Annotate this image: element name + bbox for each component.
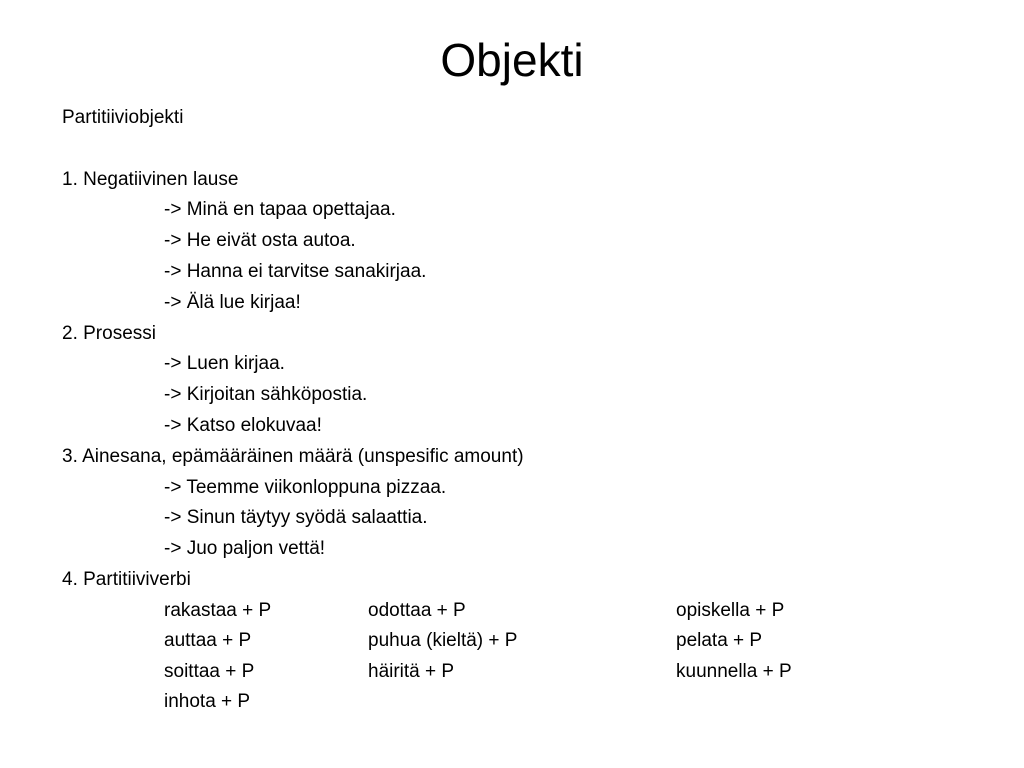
verb-cell: inhota + P bbox=[164, 691, 251, 713]
verb-cell: häiritä + P bbox=[368, 660, 455, 682]
example-line: -> Hanna ei tarvitse sanakirjaa. bbox=[164, 260, 427, 282]
example-line: -> He eivät osta autoa. bbox=[164, 230, 356, 252]
example-line: -> Katso elokuvaa! bbox=[164, 414, 322, 436]
section-heading-partitive-verbs: 4. Partitiiviverbi bbox=[62, 568, 191, 590]
section-heading-negative: 1. Negatiivinen lause bbox=[62, 168, 239, 190]
example-line: -> Kirjoitan sähköpostia. bbox=[164, 384, 368, 406]
verb-row bbox=[62, 687, 1002, 718]
verb-cell: rakastaa + P bbox=[164, 599, 272, 621]
slide-content bbox=[62, 103, 1002, 718]
verb-row bbox=[62, 626, 1002, 657]
example-line: -> Luen kirjaa. bbox=[164, 353, 285, 375]
example-line: -> Minä en tapaa opettajaa. bbox=[164, 199, 396, 221]
verb-cell: soittaa + P bbox=[164, 660, 255, 682]
example-line: -> Teemme viikonloppuna pizzaa. bbox=[164, 476, 447, 498]
blank-line bbox=[62, 134, 1002, 165]
example-line: -> Juo paljon vettä! bbox=[164, 538, 326, 560]
slide-title: Objekti bbox=[440, 34, 584, 86]
verb-row bbox=[62, 657, 1002, 688]
section-heading-process: 2. Prosessi bbox=[62, 322, 156, 344]
example-line: -> Älä lue kirjaa! bbox=[164, 291, 301, 313]
verb-cell: odottaa + P bbox=[368, 599, 466, 621]
verb-cell: opiskella + P bbox=[676, 599, 785, 621]
verb-cell: auttaa + P bbox=[164, 630, 252, 652]
verb-row bbox=[62, 596, 1002, 627]
example-line: -> Sinun täytyy syödä salaattia. bbox=[164, 507, 428, 529]
subtitle: Partitiiviobjekti bbox=[62, 107, 184, 128]
verb-cell: kuunnella + P bbox=[676, 660, 792, 682]
verb-cell: pelata + P bbox=[676, 630, 763, 652]
section-heading-mass-noun: 3. Ainesana, epämääräinen määrä (unspesific amount) bbox=[62, 445, 524, 467]
verb-cell: puhua (kieltä) + P bbox=[368, 630, 518, 652]
